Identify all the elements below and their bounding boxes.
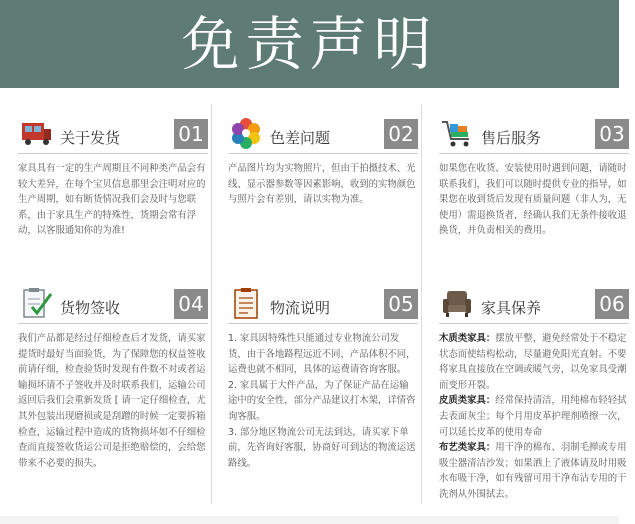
card-text: 如果您在收货、安装使用时遇到问题，请随时联系我们，我们可以随时提供专业的指导，如果您在收到货后发现有质量问题（非人为，无使用）需退换货者，经确认我们无条件接收退换货，并负责相关的费用。 [439, 163, 627, 237]
page-title: 免责声明 [181, 10, 438, 78]
maintenance-label: 布艺类家具： [439, 442, 496, 454]
color-wheel-icon [228, 115, 264, 151]
card-title: 售后服务 [481, 129, 542, 147]
maintenance-label: 木质类家具： [439, 333, 496, 344]
maintenance-text: 摆放平整，避免经常处于不稳定状态而使结构松动，尽量避免阳光直射。不要将家具直接放在空调或暖气旁，以免家具受潮而变形开裂。 [439, 333, 627, 391]
maintenance-text: 经常保持清洁，用纯棉布轻轻拭去表面灰尘；每个月用皮革护理剂喷擦一次，可以延长皮革的使用寿命 [439, 395, 627, 438]
card-color-difference [228, 115, 424, 208]
card-number-badge: 06 [595, 289, 629, 319]
card-text: 我们产品都是经过仔细检查后才发货，请买家提货时最好当面验货，为了保障您的权益签收前请仔细，检查验货时发现有件数不对或者运输损坏请不子签收并及时联系我们，运输公司返回后我们会重新发货 [ 请一定仔细检查，尤其外包装出现磨损或是刮蹭的时候一定要拆箱检查，运输过程中造成的货物损坏如不仔细检查而直接签收货运公司是拒绝赔偿的，会给您带来不必要的损失。 [18, 333, 206, 469]
card-text [439, 331, 635, 503]
card-title: 家具保养 [481, 299, 542, 317]
card-number-badge: 04 [174, 289, 208, 319]
card-title: 色差问题 [270, 129, 331, 147]
title-underline [228, 153, 418, 154]
title-underline [18, 153, 208, 154]
title-underline [439, 323, 629, 324]
card-text: 产品图片均为实物照片，但由于拍摄技术、光线、显示器参数等因素影响，收到的实物颜色与照片会有差别，请以实物为准。 [228, 163, 416, 206]
logistics-paragraph: 2. 家具属于大件产品，为了保证产品在运输途中的安全性，部分产品建议打木架，详情咨询客服。 [228, 379, 416, 422]
title-banner [0, 0, 619, 88]
title-underline [439, 153, 629, 154]
title-underline [18, 323, 208, 324]
title-underline [228, 323, 418, 324]
card-shipping [18, 115, 214, 239]
logistics-paragraph: 1. 家具因特殊性只能通过专业物流公司发货，由于各地路程远近不同，产品体积不同，运费也就不相同，具体的运费请咨询客服。 [228, 333, 416, 376]
card-title: 货物签收 [60, 299, 121, 317]
maintenance-label: 皮质类家具： [439, 395, 496, 407]
card-title: 物流说明 [270, 299, 331, 317]
card-logistics [228, 285, 424, 471]
shopping-cart-icon [439, 115, 475, 151]
armchair-icon [439, 285, 475, 321]
card-after-sales [439, 115, 635, 239]
card-text: 家具具有一定的生产周期且不同种类产品会有较大差异，在每个宝贝信息那里会注明对应的生产周期，如有断货情况我们会及时与您联系，由于家具生产的特殊性，货期会常有浮动，以客服通知你的为准! [18, 163, 206, 237]
maintenance-item [439, 331, 629, 393]
card-number-badge: 05 [384, 289, 418, 319]
card-receipt [18, 285, 214, 471]
truck-icon [18, 115, 54, 151]
footer-strip [0, 516, 619, 524]
card-text [228, 331, 424, 471]
maintenance-text: 用干净的棉布、羽制毛掸或专用吸尘器清洁沙发；如果洒上了液体请及时用吸水布吸干净，如有残留可用干净布沾专用的干洗剂从外围拭去。 [439, 442, 627, 500]
card-number-badge: 03 [595, 119, 629, 149]
card-maintenance [439, 285, 635, 503]
card-title: 关于发货 [60, 129, 121, 147]
logistics-paragraph: 3. 部分地区物流公司无法到达，请买家下单前，先咨询好客服，协商好可到达的物流运送路线。 [228, 426, 416, 469]
clipboard-check-icon [18, 285, 54, 321]
maintenance-item [439, 393, 629, 440]
card-number-badge: 02 [384, 119, 418, 149]
clipboard-list-icon [228, 285, 264, 321]
maintenance-item [439, 440, 629, 502]
card-number-badge: 01 [174, 119, 208, 149]
